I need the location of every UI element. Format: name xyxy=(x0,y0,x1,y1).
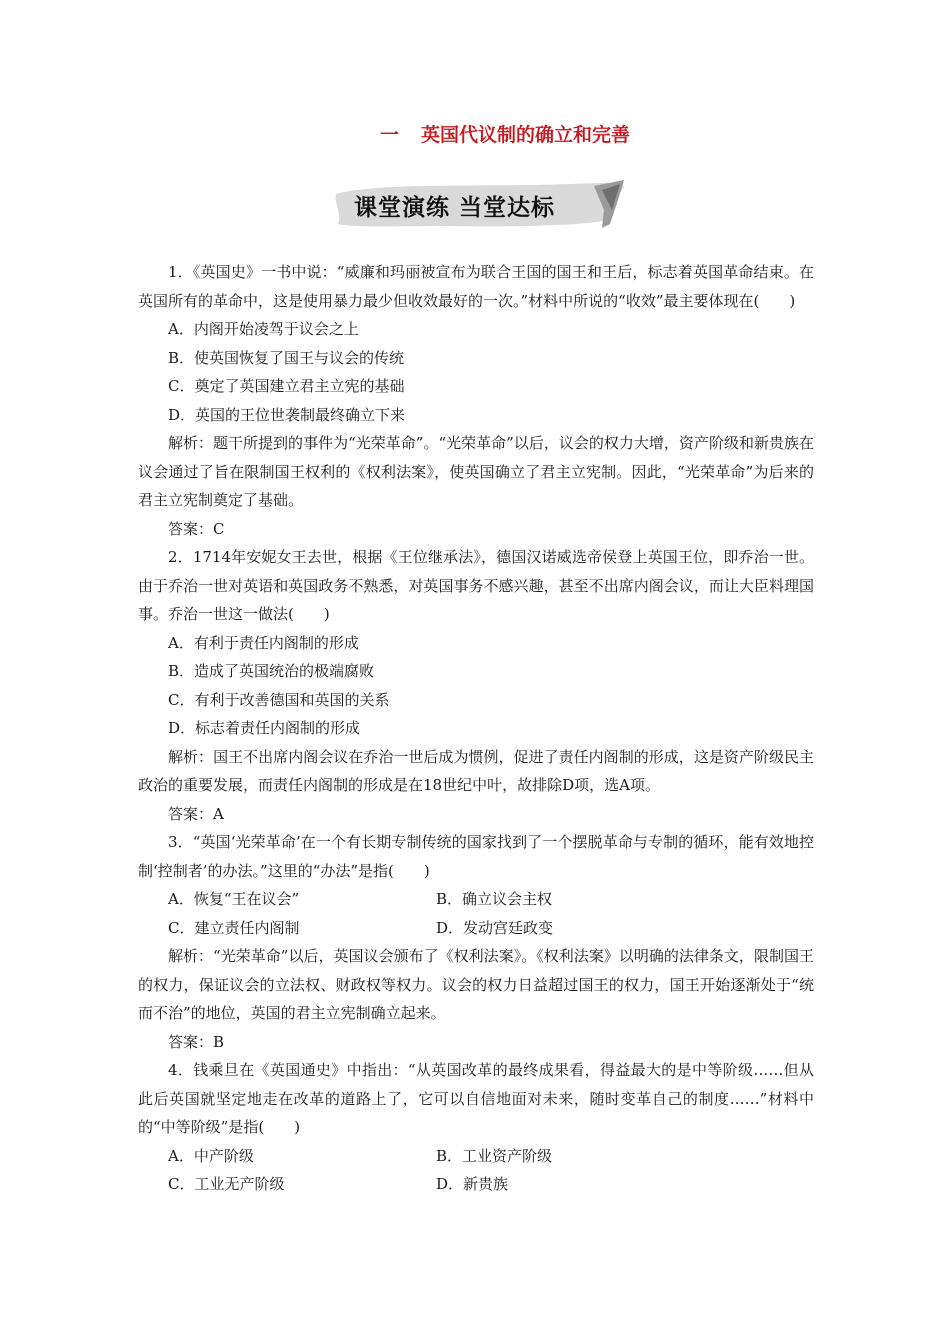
question-4-option-a: A．中产阶级 xyxy=(168,1146,254,1165)
question-2-answer: 答案：A xyxy=(168,804,224,823)
question-1-analysis: 解析：题干所提到的事件为“光荣革命”。“光荣革命”以后，议会的权力大增，资产阶级和新贵族在议会通过了旨在限制国王权利的《权利法案》，使英国确立了君主立宪制。因此，“光荣革命”为后来的君主立宪制奠定了基础。 xyxy=(138,434,814,509)
question-3-options-row-1 xyxy=(138,885,814,914)
question-3-option-b: B．确立议会主权 xyxy=(436,890,553,908)
section-title: 英国代议制的确立和完善 xyxy=(421,124,631,146)
question-3-stem: 3．“英国‘光荣革命’在一个有长期专制传统的国家找到了一个摆脱革命与专制的循环，能有效地控制‘控制者’的办法。”这里的“办法”是指( ) xyxy=(138,833,814,880)
question-2-option-d: D．标志着责任内阁制的形成 xyxy=(168,719,361,737)
question-list xyxy=(138,258,814,1199)
question-1-option-b: B．使英国恢复了国王与议会的传统 xyxy=(168,348,405,367)
question-2-option-a: A．有利于责任内阁制的形成 xyxy=(168,633,359,652)
section-banner xyxy=(332,180,628,232)
page-title xyxy=(0,120,950,147)
question-2-analysis: 解析：国王不出席内阁会议在乔治一世后成为惯例，促进了责任内阁制的形成，这是资产阶级民主政治的重要发展，而责任内阁制的形成是在18世纪中叶，故排除D项，选A项。 xyxy=(138,747,814,794)
question-3-options-row-2 xyxy=(138,914,814,943)
question-4-options-row-2 xyxy=(138,1170,814,1199)
question-3-option-a: A．恢复“王在议会” xyxy=(168,890,300,908)
question-4-options-row-1 xyxy=(138,1142,814,1171)
question-4-option-d: D．新贵族 xyxy=(436,1175,509,1193)
question-1-stem: 1．《英国史》一书中说：“威廉和玛丽被宣布为联合王国的国王和王后，标志着英国革命结束。在英国所有的革命中，这是使用暴力最少但收效最好的一次。”材料中所说的“收效”最主要体现在( ) xyxy=(138,263,814,310)
section-number: 一 xyxy=(379,124,399,146)
question-3-answer: 答案：B xyxy=(168,1032,225,1051)
question-1-answer: 答案：C xyxy=(168,519,225,538)
question-4-option-c: C．工业无产阶级 xyxy=(168,1175,285,1193)
question-3-option-d: D．发动宫廷政变 xyxy=(436,918,554,937)
question-2-option-b: B．造成了英国统治的极端腐败 xyxy=(168,662,375,680)
question-1-option-a: A．内阁开始凌驾于议会之上 xyxy=(168,320,359,338)
question-3-option-c: C．建立责任内阁制 xyxy=(168,918,300,937)
question-2-stem: 2．1714年安妮女王去世，根据《王位继承法》，德国汉诺威选帝侯登上英国王位，即乔治一世。由于乔治一世对英语和英国政务不熟悉，对英国事务不感兴趣，甚至不出席内阁会议，而让大臣料理国事。乔治一世这一做法( ) xyxy=(138,548,814,623)
question-3-analysis: 解析：“光荣革命”以后，英国议会颁布了《权利法案》。《权利法案》以明确的法律条文，限制国王的权力，保证议会的立法权、财政权等权力。议会的权力日益超过国王的权力，国王开始逐渐处于“统而不治”的地位，英国的君主立宪制确立起来。 xyxy=(138,947,814,1022)
banner-text: 课堂演练 当堂达标 xyxy=(354,195,556,221)
question-1-option-d: D．英国的王位世袭制最终确立下来 xyxy=(168,405,406,424)
question-2-option-c: C．有利于改善德国和英国的关系 xyxy=(168,690,390,709)
question-4-stem: 4．钱乘旦在《英国通史》中指出：“从英国改革的最终成果看，得益最大的是中等阶级……但从此后英国就坚定地走在改革的道路上了，它可以自信地面对未来，随时变革自己的制度……”材料中的“中等阶级”是指( ) xyxy=(138,1061,814,1136)
question-1-option-c: C．奠定了英国建立君主立宪的基础 xyxy=(168,377,405,395)
question-4-option-b: B．工业资产阶级 xyxy=(436,1146,553,1165)
